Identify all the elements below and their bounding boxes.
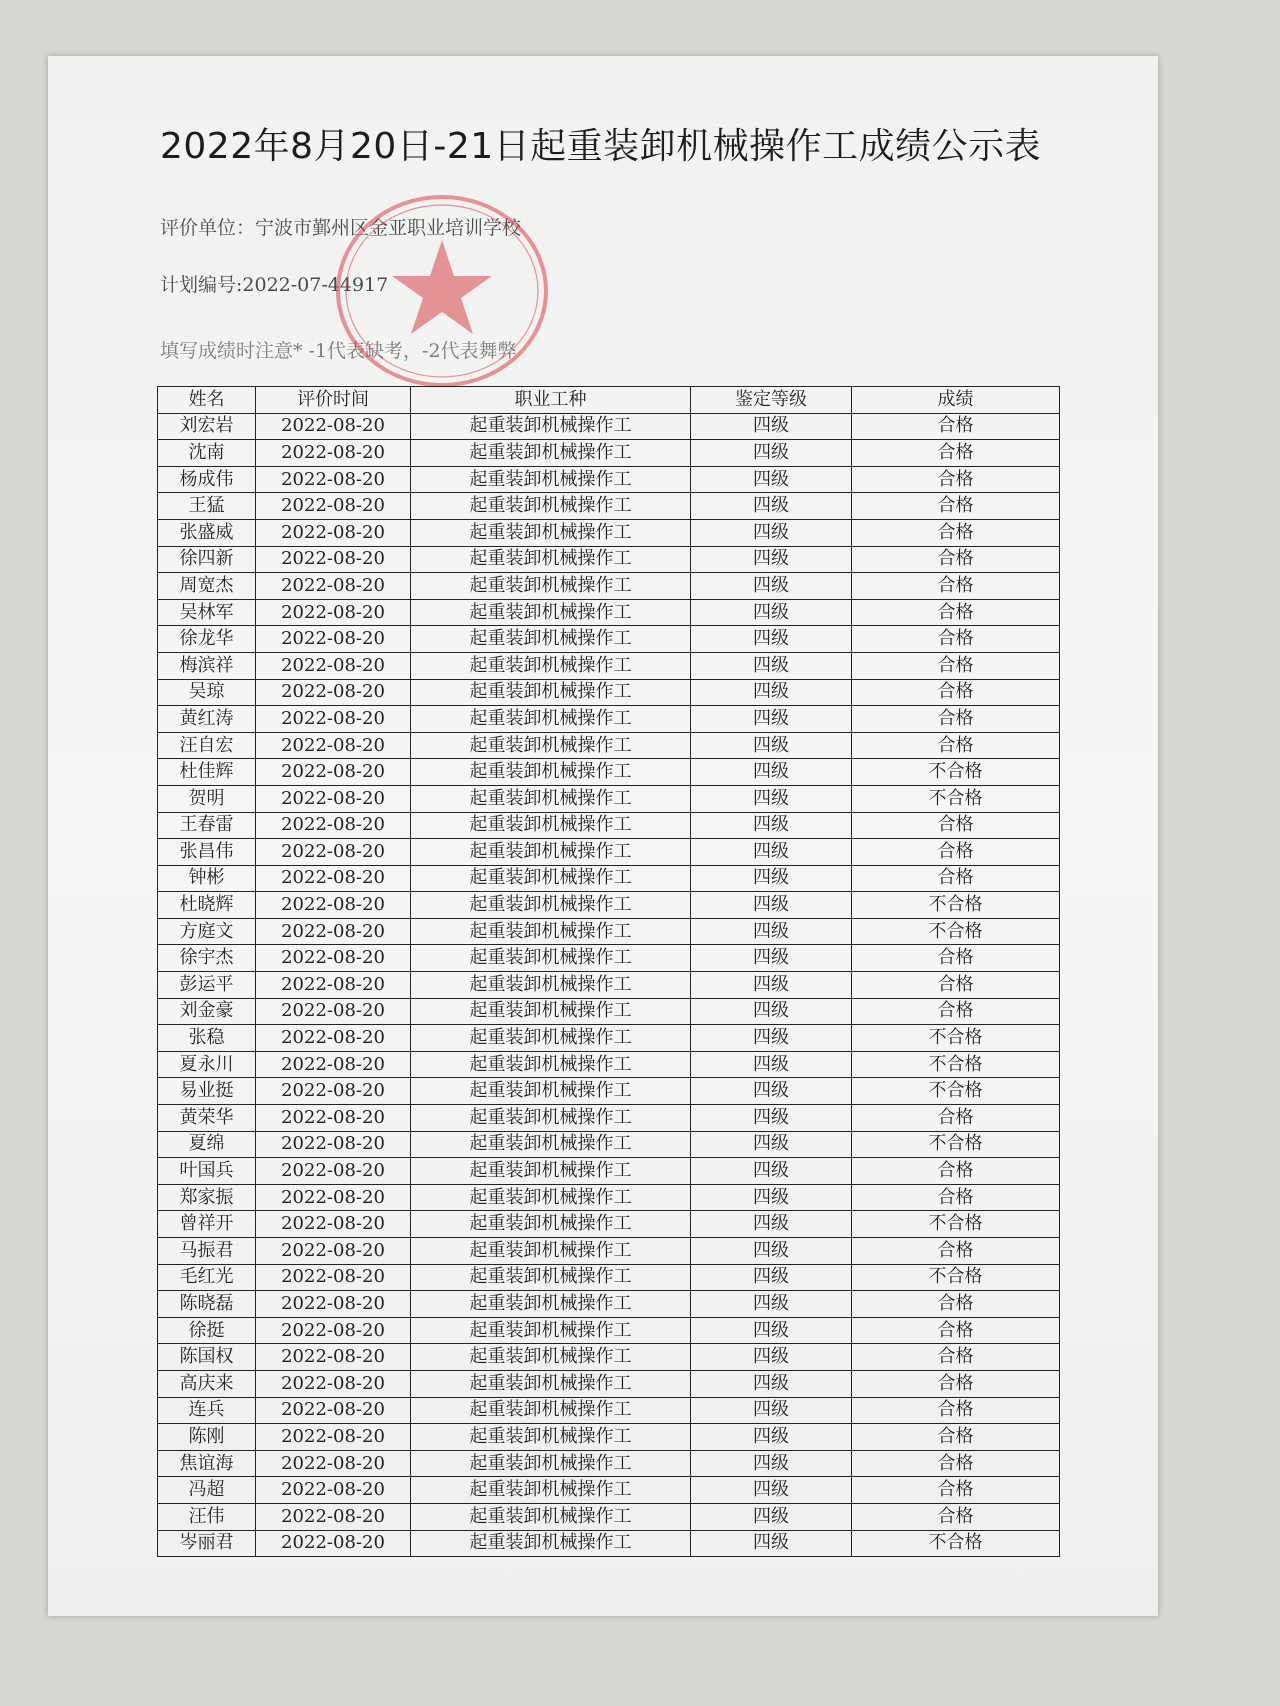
cell-eval-time: 2022-08-20: [256, 785, 411, 812]
cell-result: 合格: [852, 1450, 1060, 1477]
table-row: [158, 493, 1060, 520]
cell-name: 张盛威: [158, 519, 256, 546]
cell-occupation: 起重装卸机械操作工: [411, 1131, 691, 1158]
header-name: 姓名: [158, 387, 256, 414]
cell-eval-time: 2022-08-20: [256, 440, 411, 467]
cell-level: 四级: [691, 1503, 852, 1530]
cell-occupation: 起重装卸机械操作工: [411, 785, 691, 812]
cell-level: 四级: [691, 865, 852, 892]
cell-level: 四级: [691, 812, 852, 839]
cell-occupation: 起重装卸机械操作工: [411, 546, 691, 573]
cell-eval-time: 2022-08-20: [256, 413, 411, 440]
table-row: [158, 785, 1060, 812]
cell-result: 合格: [852, 1105, 1060, 1132]
cell-name: 汪伟: [158, 1503, 256, 1530]
cell-occupation: 起重装卸机械操作工: [411, 1211, 691, 1238]
cell-level: 四级: [691, 839, 852, 866]
cell-result: 合格: [852, 1370, 1060, 1397]
table-row: [158, 599, 1060, 626]
cell-level: 四级: [691, 1131, 852, 1158]
cell-result: 合格: [852, 546, 1060, 573]
cell-name: 张稳: [158, 1025, 256, 1052]
cell-eval-time: 2022-08-20: [256, 599, 411, 626]
table-row: [158, 759, 1060, 786]
table-row: [158, 1025, 1060, 1052]
cell-occupation: 起重装卸机械操作工: [411, 1078, 691, 1105]
cell-eval-time: 2022-08-20: [256, 1317, 411, 1344]
cell-level: 四级: [691, 1264, 852, 1291]
cell-name: 曾祥开: [158, 1211, 256, 1238]
cell-level: 四级: [691, 440, 852, 467]
cell-name: 夏绵: [158, 1131, 256, 1158]
table-row: [158, 812, 1060, 839]
cell-result: 不合格: [852, 1078, 1060, 1105]
table-row: [158, 573, 1060, 600]
cell-name: 马振君: [158, 1238, 256, 1265]
cell-result: 合格: [852, 732, 1060, 759]
page-title: 2022年8月20日-21日起重装卸机械操作工成绩公示表: [160, 126, 1042, 167]
cell-occupation: 起重装卸机械操作工: [411, 573, 691, 600]
cell-name: 易业挺: [158, 1078, 256, 1105]
cell-result: 不合格: [852, 1025, 1060, 1052]
cell-result: 合格: [852, 652, 1060, 679]
cell-eval-time: 2022-08-20: [256, 839, 411, 866]
cell-eval-time: 2022-08-20: [256, 546, 411, 573]
cell-occupation: 起重装卸机械操作工: [411, 1184, 691, 1211]
cell-result: 合格: [852, 1477, 1060, 1504]
plan-number-line: 计划编号:2022-07-44917: [160, 274, 389, 296]
cell-occupation: 起重装卸机械操作工: [411, 812, 691, 839]
cell-result: 合格: [852, 679, 1060, 706]
cell-name: 徐四新: [158, 546, 256, 573]
cell-result: 合格: [852, 972, 1060, 999]
cell-result: 合格: [852, 440, 1060, 467]
cell-occupation: 起重装卸机械操作工: [411, 1477, 691, 1504]
cell-name: 黄荣华: [158, 1105, 256, 1132]
cell-result: 合格: [852, 466, 1060, 493]
cell-level: 四级: [691, 466, 852, 493]
cell-eval-time: 2022-08-20: [256, 1450, 411, 1477]
cell-eval-time: 2022-08-20: [256, 706, 411, 733]
cell-name: 吴琼: [158, 679, 256, 706]
cell-eval-time: 2022-08-20: [256, 652, 411, 679]
table-row: [158, 1424, 1060, 1451]
cell-result: 合格: [852, 1291, 1060, 1318]
cell-eval-time: 2022-08-20: [256, 945, 411, 972]
cell-occupation: 起重装卸机械操作工: [411, 440, 691, 467]
cell-level: 四级: [691, 1530, 852, 1557]
cell-name: 吴林军: [158, 599, 256, 626]
cell-occupation: 起重装卸机械操作工: [411, 1344, 691, 1371]
cell-level: 四级: [691, 918, 852, 945]
table-row: [158, 1503, 1060, 1530]
cell-level: 四级: [691, 413, 852, 440]
cell-level: 四级: [691, 679, 852, 706]
cell-occupation: 起重装卸机械操作工: [411, 1264, 691, 1291]
cell-occupation: 起重装卸机械操作工: [411, 1051, 691, 1078]
cell-eval-time: 2022-08-20: [256, 1211, 411, 1238]
cell-level: 四级: [691, 573, 852, 600]
cell-level: 四级: [691, 1291, 852, 1318]
cell-occupation: 起重装卸机械操作工: [411, 892, 691, 919]
cell-result: 合格: [852, 573, 1060, 600]
cell-name: 陈晓磊: [158, 1291, 256, 1318]
table-row: [158, 466, 1060, 493]
table-row: [158, 1211, 1060, 1238]
cell-occupation: 起重装卸机械操作工: [411, 413, 691, 440]
cell-name: 高庆来: [158, 1370, 256, 1397]
cell-eval-time: 2022-08-20: [256, 1158, 411, 1185]
cell-name: 焦谊海: [158, 1450, 256, 1477]
cell-level: 四级: [691, 759, 852, 786]
table-row: [158, 519, 1060, 546]
cell-name: 徐宇杰: [158, 945, 256, 972]
cell-result: 合格: [852, 493, 1060, 520]
cell-occupation: 起重装卸机械操作工: [411, 1105, 691, 1132]
cell-level: 四级: [691, 785, 852, 812]
cell-level: 四级: [691, 1238, 852, 1265]
cell-level: 四级: [691, 1051, 852, 1078]
header-result: 成绩: [852, 387, 1060, 414]
cell-result: 不合格: [852, 759, 1060, 786]
cell-level: 四级: [691, 1317, 852, 1344]
table-row: [158, 945, 1060, 972]
cell-occupation: 起重装卸机械操作工: [411, 519, 691, 546]
cell-name: 沈南: [158, 440, 256, 467]
cell-level: 四级: [691, 546, 852, 573]
cell-result: 合格: [852, 865, 1060, 892]
cell-occupation: 起重装卸机械操作工: [411, 865, 691, 892]
cell-result: 合格: [852, 1397, 1060, 1424]
cell-name: 岑丽君: [158, 1530, 256, 1557]
cell-level: 四级: [691, 1424, 852, 1451]
table-row: [158, 998, 1060, 1025]
cell-result: 合格: [852, 1158, 1060, 1185]
cell-eval-time: 2022-08-20: [256, 1184, 411, 1211]
table-row: [158, 1051, 1060, 1078]
cell-name: 钟彬: [158, 865, 256, 892]
cell-result: 合格: [852, 998, 1060, 1025]
table-row: [158, 626, 1060, 653]
table-row: [158, 1291, 1060, 1318]
cell-occupation: 起重装卸机械操作工: [411, 1317, 691, 1344]
cell-level: 四级: [691, 972, 852, 999]
cell-occupation: 起重装卸机械操作工: [411, 1503, 691, 1530]
cell-level: 四级: [691, 1344, 852, 1371]
table-row: [158, 546, 1060, 573]
cell-name: 毛红光: [158, 1264, 256, 1291]
cell-name: 方庭文: [158, 918, 256, 945]
cell-name: 张昌伟: [158, 839, 256, 866]
cell-eval-time: 2022-08-20: [256, 573, 411, 600]
table-row: [158, 1530, 1060, 1557]
cell-name: 徐龙华: [158, 626, 256, 653]
cell-level: 四级: [691, 732, 852, 759]
cell-occupation: 起重装卸机械操作工: [411, 839, 691, 866]
cell-eval-time: 2022-08-20: [256, 1424, 411, 1451]
cell-name: 冯超: [158, 1477, 256, 1504]
official-seal-icon: [328, 188, 556, 394]
cell-result: 合格: [852, 945, 1060, 972]
table-row: [158, 1105, 1060, 1132]
cell-level: 四级: [691, 493, 852, 520]
cell-eval-time: 2022-08-20: [256, 1397, 411, 1424]
cell-occupation: 起重装卸机械操作工: [411, 972, 691, 999]
cell-result: 合格: [852, 1184, 1060, 1211]
table-row: [158, 1317, 1060, 1344]
cell-eval-time: 2022-08-20: [256, 998, 411, 1025]
cell-result: 不合格: [852, 918, 1060, 945]
cell-level: 四级: [691, 1477, 852, 1504]
cell-level: 四级: [691, 1105, 852, 1132]
cell-occupation: 起重装卸机械操作工: [411, 1424, 691, 1451]
cell-name: 陈刚: [158, 1424, 256, 1451]
table-row: [158, 732, 1060, 759]
cell-eval-time: 2022-08-20: [256, 466, 411, 493]
table-row: [158, 440, 1060, 467]
cell-result: 合格: [852, 1317, 1060, 1344]
cell-occupation: 起重装卸机械操作工: [411, 945, 691, 972]
cell-occupation: 起重装卸机械操作工: [411, 1025, 691, 1052]
header-level: 鉴定等级: [691, 387, 852, 414]
cell-name: 杜佳辉: [158, 759, 256, 786]
cell-eval-time: 2022-08-20: [256, 972, 411, 999]
cell-occupation: 起重装卸机械操作工: [411, 466, 691, 493]
cell-level: 四级: [691, 892, 852, 919]
cell-result: 合格: [852, 1238, 1060, 1265]
cell-name: 王猛: [158, 493, 256, 520]
cell-occupation: 起重装卸机械操作工: [411, 918, 691, 945]
cell-occupation: 起重装卸机械操作工: [411, 732, 691, 759]
cell-eval-time: 2022-08-20: [256, 1131, 411, 1158]
cell-level: 四级: [691, 626, 852, 653]
cell-occupation: 起重装卸机械操作工: [411, 493, 691, 520]
table-row: [158, 918, 1060, 945]
cell-occupation: 起重装卸机械操作工: [411, 1450, 691, 1477]
cell-occupation: 起重装卸机械操作工: [411, 1158, 691, 1185]
cell-level: 四级: [691, 1211, 852, 1238]
cell-occupation: 起重装卸机械操作工: [411, 652, 691, 679]
cell-level: 四级: [691, 1078, 852, 1105]
cell-level: 四级: [691, 998, 852, 1025]
cell-eval-time: 2022-08-20: [256, 1291, 411, 1318]
cell-occupation: 起重装卸机械操作工: [411, 1397, 691, 1424]
table-row: [158, 1238, 1060, 1265]
cell-occupation: 起重装卸机械操作工: [411, 1291, 691, 1318]
cell-occupation: 起重装卸机械操作工: [411, 998, 691, 1025]
cell-result: 合格: [852, 812, 1060, 839]
cell-name: 周宽杰: [158, 573, 256, 600]
table-row: [158, 1158, 1060, 1185]
cell-name: 黄红涛: [158, 706, 256, 733]
cell-name: 杨成伟: [158, 466, 256, 493]
table-row: [158, 1131, 1060, 1158]
cell-name: 郑家振: [158, 1184, 256, 1211]
table-row: [158, 1264, 1060, 1291]
header-eval-time: 评价时间: [256, 387, 411, 414]
table-row: [158, 839, 1060, 866]
table-row: [158, 679, 1060, 706]
cell-result: 不合格: [852, 1131, 1060, 1158]
cell-eval-time: 2022-08-20: [256, 626, 411, 653]
cell-result: 合格: [852, 626, 1060, 653]
table-row: [158, 865, 1060, 892]
cell-result: 不合格: [852, 1211, 1060, 1238]
cell-name: 陈国权: [158, 1344, 256, 1371]
table-row: [158, 892, 1060, 919]
cell-result: 合格: [852, 599, 1060, 626]
table-row: [158, 1477, 1060, 1504]
cell-eval-time: 2022-08-20: [256, 1344, 411, 1371]
cell-level: 四级: [691, 652, 852, 679]
cell-eval-time: 2022-08-20: [256, 1105, 411, 1132]
cell-level: 四级: [691, 1184, 852, 1211]
cell-result: 合格: [852, 1503, 1060, 1530]
table-row: [158, 1370, 1060, 1397]
cell-name: 连兵: [158, 1397, 256, 1424]
cell-name: 徐挺: [158, 1317, 256, 1344]
cell-level: 四级: [691, 706, 852, 733]
cell-name: 刘金豪: [158, 998, 256, 1025]
cell-eval-time: 2022-08-20: [256, 892, 411, 919]
table-row: [158, 1344, 1060, 1371]
cell-eval-time: 2022-08-20: [256, 918, 411, 945]
cell-eval-time: 2022-08-20: [256, 679, 411, 706]
cell-eval-time: 2022-08-20: [256, 493, 411, 520]
cell-occupation: 起重装卸机械操作工: [411, 1370, 691, 1397]
cell-eval-time: 2022-08-20: [256, 812, 411, 839]
cell-eval-time: 2022-08-20: [256, 1530, 411, 1557]
cell-level: 四级: [691, 519, 852, 546]
cell-occupation: 起重装卸机械操作工: [411, 759, 691, 786]
cell-result: 不合格: [852, 892, 1060, 919]
cell-eval-time: 2022-08-20: [256, 732, 411, 759]
table-row: [158, 1078, 1060, 1105]
table-row: [158, 1184, 1060, 1211]
cell-eval-time: 2022-08-20: [256, 1078, 411, 1105]
cell-result: 不合格: [852, 1051, 1060, 1078]
cell-level: 四级: [691, 1370, 852, 1397]
cell-name: 贺明: [158, 785, 256, 812]
cell-eval-time: 2022-08-20: [256, 759, 411, 786]
cell-eval-time: 2022-08-20: [256, 1264, 411, 1291]
cell-level: 四级: [691, 1158, 852, 1185]
cell-level: 四级: [691, 1450, 852, 1477]
cell-name: 汪自宏: [158, 732, 256, 759]
cell-occupation: 起重装卸机械操作工: [411, 626, 691, 653]
cell-occupation: 起重装卸机械操作工: [411, 1530, 691, 1557]
cell-result: 合格: [852, 519, 1060, 546]
cell-result: 合格: [852, 706, 1060, 733]
cell-name: 杜晓辉: [158, 892, 256, 919]
cell-eval-time: 2022-08-20: [256, 1370, 411, 1397]
cell-name: 刘宏岩: [158, 413, 256, 440]
cell-eval-time: 2022-08-20: [256, 1503, 411, 1530]
cell-name: 叶国兵: [158, 1158, 256, 1185]
cell-eval-time: 2022-08-20: [256, 1238, 411, 1265]
cell-result: 不合格: [852, 1530, 1060, 1557]
cell-level: 四级: [691, 945, 852, 972]
cell-result: 合格: [852, 413, 1060, 440]
table-row: [158, 706, 1060, 733]
table-row: [158, 972, 1060, 999]
evaluation-unit-line: 评价单位：宁波市鄞州区金亚职业培训学校: [160, 217, 522, 239]
cell-level: 四级: [691, 1397, 852, 1424]
cell-result: 合格: [852, 839, 1060, 866]
table-row: [158, 413, 1060, 440]
cell-level: 四级: [691, 599, 852, 626]
scores-table: [157, 386, 1060, 1557]
cell-name: 夏永川: [158, 1051, 256, 1078]
header-occupation: 职业工种: [411, 387, 691, 414]
cell-name: 王春雷: [158, 812, 256, 839]
cell-occupation: 起重装卸机械操作工: [411, 706, 691, 733]
cell-occupation: 起重装卸机械操作工: [411, 679, 691, 706]
cell-eval-time: 2022-08-20: [256, 1025, 411, 1052]
table-row: [158, 1397, 1060, 1424]
cell-result: 合格: [852, 1344, 1060, 1371]
cell-eval-time: 2022-08-20: [256, 519, 411, 546]
cell-occupation: 起重装卸机械操作工: [411, 599, 691, 626]
cell-eval-time: 2022-08-20: [256, 1051, 411, 1078]
cell-name: 彭运平: [158, 972, 256, 999]
cell-eval-time: 2022-08-20: [256, 865, 411, 892]
cell-eval-time: 2022-08-20: [256, 1477, 411, 1504]
table-row: [158, 652, 1060, 679]
cell-result: 不合格: [852, 1264, 1060, 1291]
table-header-row: [158, 387, 1060, 414]
cell-result: 合格: [852, 1424, 1060, 1451]
cell-name: 梅滨祥: [158, 652, 256, 679]
cell-result: 不合格: [852, 785, 1060, 812]
table-row: [158, 1450, 1060, 1477]
cell-occupation: 起重装卸机械操作工: [411, 1238, 691, 1265]
cell-level: 四级: [691, 1025, 852, 1052]
scoring-note-line: 填写成绩时注意* -1代表缺考，-2代表舞弊: [160, 340, 517, 362]
